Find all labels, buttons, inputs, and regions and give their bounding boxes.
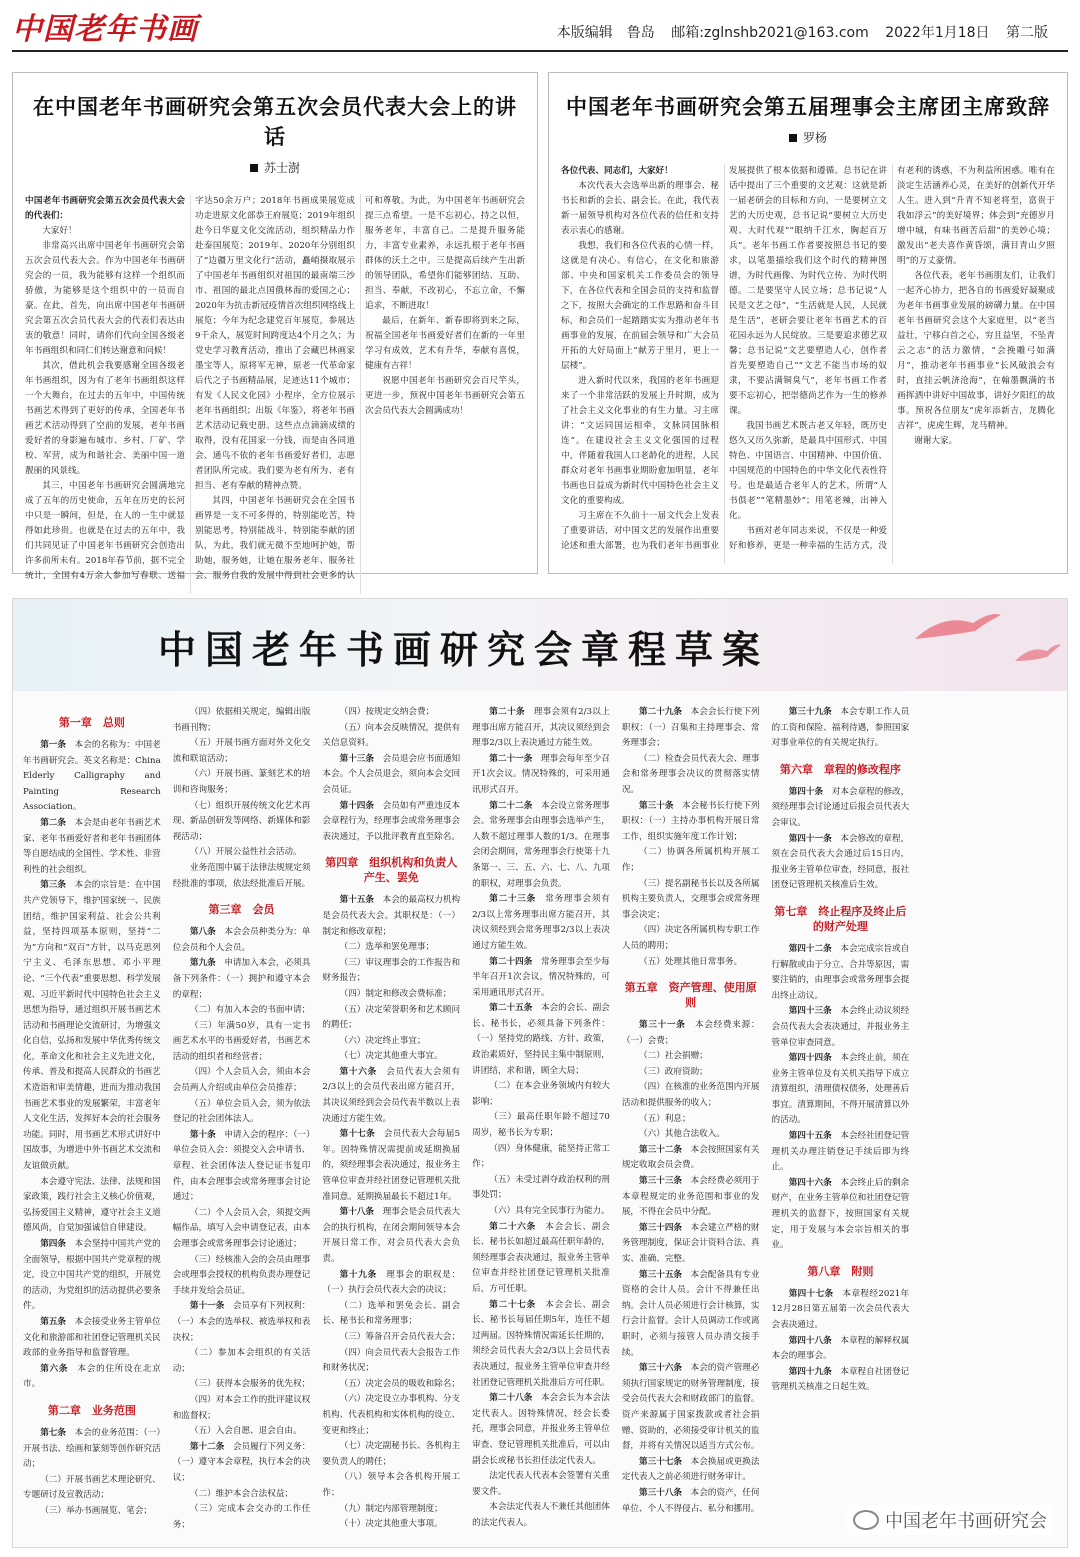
article-label: 第二十八条 [489, 1393, 533, 1404]
address-article [548, 72, 1068, 574]
article-text: 本会建立严格的财务管理制度，保证会计资料合法、真实、准确、完整。 [621, 1222, 760, 1264]
article-label: 第三十三条 [639, 1176, 683, 1187]
charter-article [322, 893, 460, 940]
charter-article [622, 1174, 760, 1221]
chapter-heading: 第一章 总则 [58, 716, 125, 729]
square-bullet-icon [250, 164, 258, 172]
article-label: 第三十条 [639, 800, 674, 811]
charter-clause: （八）开展公益性社会活动。 [189, 847, 302, 858]
charter-clause: （十）决定其他重大事项。 [339, 1519, 443, 1530]
charter-article [23, 878, 161, 1174]
charter-article [173, 956, 311, 1003]
charter-clause: （二）参加本会组织的有关活动； [172, 1348, 311, 1374]
article-text: 本会的会长、副会长、秘书长，必须具备下列条件：（一）坚持党的路线、方针、政策，政治素质好，坚持民主集中制原则，讲团结，求和谐，顾全大局； [472, 1003, 610, 1076]
article-text: 本会秘书长行使下列职权：（一）主持办事机构开展日常工作，组织实施年度工作计划； [621, 800, 760, 842]
article-text: 本会会长、副会长、秘书长如超过最高任职年龄的，须经理事会表决通过，报业务主管单位审查并经社团登记管理机关批准后，方可任职。 [472, 1221, 610, 1294]
charter-article [622, 1486, 760, 1517]
charter-clause: （六）具有完全民事行为能力。 [489, 1206, 610, 1216]
article-label: 第十条 [189, 1129, 216, 1140]
speech-article [12, 72, 538, 581]
article-text: 本会会长、副会长、秘书长每届任期5年，连任不超过两届。因特殊情况需延长任期的，须经会员代表大会2/3以上会员代表表决通过，报业务主管单位审查并经社团登记管理机关批准后方可任职。 [472, 1299, 610, 1388]
byline [561, 129, 1055, 146]
article-text: 常务理事会须有2/3以上常务理事出席方能召开，其决议须经到会常务理事2/3以上表决通过方能生效。 [472, 894, 610, 951]
article-label: 第三十四条 [639, 1222, 683, 1233]
article-text: 本会经费来源：（一）会费； [621, 1020, 760, 1046]
article-text: 本会坚持中国共产党的全面领导，根据中国共产党章程的规定，设立中国共产党的组织，开展党的活动，为党组织的活动提供必要条件。 [23, 1239, 161, 1312]
article-text: 本会的宗旨是：在中国共产党领导下，维护国家统一、民族团结，维护国家利益、社会公共利益，坚持四项基本原则，坚持“二为”方向和“双百”方针，以马克思列宁主义、毛泽东思想、邓小平理论、“三个代表”重要思想、科学发展观、习近平新时代中国特色社会主义思想为指导，通过组织开展书画艺术活动和书画理论交流研讨，为增强文化自信，弘扬和发展中华优秀传统文化，革命文化和社会主义先进文化，传承、普及和提高人民群众的书画艺术造诣和审美情趣，进而为推动我国书画艺术事业的发展繁荣，丰富老年人文化生活，发挥好本会的社会服务功能。同时，用书画艺术形式讲好中国故事，为增进中外书画艺术交流和友谊做贡献。 [23, 880, 161, 1172]
charter-clause: （五）开展书画方面对外文化交流和联谊活动； [172, 738, 311, 764]
chapter-heading: 第八章 附则 [807, 1264, 874, 1278]
charter-clause: （二）维护本会合法权益； [189, 1488, 294, 1499]
article-text: 会员代表大会每届5年。因特殊情况需提前或延期换届的，须经理事会表决通过，报业务主管单位审查并经社团登记管理机关批准同意。延期换届最长不超过1年。 [322, 1129, 461, 1202]
charter-clause: （五）单位会员入会，须为依法登记的社会团体法人。 [172, 1098, 311, 1125]
article-label: 第五条 [40, 1316, 67, 1327]
charter-article [472, 752, 610, 799]
charter-clause: （四）制定和修改会费标准； [339, 988, 452, 999]
article-text: 本会是由老年书画艺术家、老年书画爱好者和老年书画团体等自愿结成的全国性、学术性、非营利性的社会组织。 [23, 817, 161, 875]
chapter-heading: 第三章 会员 [208, 903, 275, 917]
charter-article [472, 799, 610, 893]
article-text: 本会经社团登记管理机关办理注销登记手续后即为终止。 [771, 1131, 910, 1173]
charter-clause: （七）决定副秘书长、各机构主要负责人的聘任； [322, 1441, 461, 1467]
charter-clause: （八）领导本会各机构开展工作； [322, 1472, 461, 1498]
bird-icon [913, 609, 1003, 649]
charter-article [173, 1128, 311, 1206]
watermark [847, 1505, 1053, 1535]
charter-clause: （五）处理其他日常事务。 [639, 956, 743, 967]
charter-article [23, 1315, 161, 1362]
charter-clause: （二）在本会业务领域内有较大影响； [472, 1081, 610, 1107]
charter-article [622, 799, 760, 846]
charter-article [622, 1455, 760, 1486]
issue-info [545, 22, 1048, 42]
paragraph: 非常高兴出席中国老年书画研究会第五次会员代表大会。作为中国老年书画研究会的一员，我为能够有这样一个组织而骄傲，为能够是这个组织中的一员而自豪。在此，首先，向出席中国老年书画研究会第五次会员代表大会的代表们表达由衷的敬意！同时，请你们代向全国各级老年书画组织和同仁们转达谢意和问候！ [25, 241, 185, 356]
article-body [25, 194, 525, 594]
article-text: 申请加入本会，必须具备下列条件：（一）拥护和遵守本会的章程； [172, 958, 311, 1000]
charter-article [622, 1221, 760, 1268]
paragraph: 我想，我们和各位代表的心情一样，这就是有决心、有信心，在文化和旅游部、中央和国家机关工作委员会的领导下，在各位代表和全国会员的支持和监督之下，按照大会确定的工作思路和奋斗目标，和会员们一起踏踏实实为推动老年书画事业的发展，在前届会领导和广大会员开拓的大好局面上“献芳于里月，更上一层楼”。 [561, 241, 719, 371]
charter-clause: （三）政府资助； [639, 1066, 708, 1077]
paragraph: 其次，借此机会我要感谢全国各级老年书画组织，因为有了老年书画组织这样一个大舞台，在过去的五年中，中国传统书画艺术得到了更好的传承，全国老年书画艺术活动得到了空前的发展，老年书画爱好者的身影遍布城市、乡村、厂矿、学校、军营，成为和谐社会、美丽中国一道靓丽的风景线。 [25, 361, 185, 476]
charter-clause: （三）完成本会交办的工作任务； [172, 1504, 311, 1530]
chapter-heading: 第二章 业务范围 [47, 1403, 136, 1417]
charter-article [472, 1220, 610, 1298]
charter-clause: （三）最高任职年龄不超过70周岁，秘书长为专职； [472, 1112, 610, 1139]
salutation: 各位代表、同志们，大家好！ [561, 166, 673, 176]
article-label: 第三十七条 [639, 1456, 683, 1467]
article-label: 第二十三条 [489, 894, 536, 905]
paragraph: 谢谢大家。 [914, 436, 958, 446]
newspaper-logo: 中国老年书画 [12, 12, 198, 47]
charter-clause: （五）利息； [639, 1113, 691, 1124]
article-label: 第三十一条 [639, 1020, 686, 1031]
article-label: 第二十九条 [639, 707, 683, 717]
charter-article [472, 955, 610, 1002]
charter-article [173, 1299, 311, 1346]
article-label: 第十六条 [339, 1066, 377, 1077]
article-text: 本会会长为本会法定代表人。因特殊情况，经会长委托，理事会同意，并报业务主管单位审查、登记管理机关批准后，可以由副会长或秘书长担任法定代表人。 [472, 1393, 610, 1466]
square-bullet-icon [789, 134, 797, 142]
salutation: 中国老年书画研究会第五次会员代表大会的代表们： [25, 196, 185, 221]
article-label: 第四十条 [788, 786, 824, 797]
charter-clause: （五）向本会反映情况，提供有关信息资料。 [322, 722, 461, 749]
article-text: 理事会须有2/3以上理事出席方能召开，其决议须经到会理事2/3以上表决通过方能生效。 [472, 707, 610, 749]
article-label: 第七条 [40, 1427, 67, 1438]
charter-article [772, 1129, 910, 1176]
charter-clause: （五）决定荣誉职务和艺术顾问的聘任； [322, 1004, 461, 1031]
charter-clause: （二）选举和罢免会长、副会长、秘书长和常务理事； [322, 1300, 461, 1327]
article-text: 会员享有下列权利：（一）本会的选举权、被选举权和表决权； [172, 1301, 311, 1343]
article-label: 第九条 [189, 958, 216, 969]
charter-clause: 本会法定代表人不兼任其他团体的法定代表人。 [472, 1502, 610, 1528]
chapter-heading: 第六章 章程的修改程序 [779, 762, 901, 776]
article-text: 申请入会的程序：（一）单位会员入会：须提交入会申请书、章程、社会团体法人登记证书复印件，由本会理事会或常务理事会讨论通过； [172, 1129, 311, 1203]
article-label: 第十四条 [339, 800, 375, 811]
charter-clause: （六）决定终止事宜； [339, 1035, 426, 1046]
article-text: 本会按照国家有关规定收取会员会费。 [621, 1144, 760, 1171]
article-label: 第三十八条 [639, 1487, 683, 1498]
article-text: 会员退会应书面通知本会。个人会员退会，须向本会交回会员证。 [322, 753, 461, 795]
charter-article [772, 1004, 910, 1051]
masthead [0, 0, 1080, 58]
issue-date: 2022年1月18日 [885, 25, 990, 41]
charter-clause: （二）开展书画艺术理论研究、专题研讨及宣教活动； [23, 1474, 161, 1501]
article-text: 本会修改的章程，须在会员代表大会通过后15日内，报业务主管单位审查，经同意，报社团登记管理机关核准后生效。 [771, 833, 910, 891]
editor-credit: 本版编辑 鲁岛 [556, 25, 655, 41]
article-text: 本会的资产管理必须执行国家规定的财务管理制度，接受会员代表大会和财政部门的监督。资产来源属于国家拨款或者社会捐赠、资助的，必须接受审计机关的监督，并将有关情况以适当方式公布。 [621, 1363, 760, 1452]
charter-article [322, 752, 460, 799]
charter-clause: （七）决定其他重大事宜。 [339, 1051, 443, 1062]
charter-clause: （四）对本会工作的批评建议权和监督权； [172, 1394, 311, 1421]
article-text: 本章程经2021年12月28日第五届第一次会员代表大会表决通过。 [771, 1288, 910, 1330]
article-label: 第四十九条 [788, 1366, 832, 1377]
article-label: 第四十六条 [788, 1177, 832, 1188]
article-title: 在中国老年书画研究会第五次会员代表大会上的讲话 [33, 94, 517, 149]
paragraph: 书画对老年同志来说，不仅是一种爱好和修养，更是一种幸福的生活方式，没有老利的诱惑，不为利益所困惑。唯有在淡定生活涵养心灵，在美好的创新代开华人生。进入到“升青不知老将至，富贵于我如浮云”的美好境界；体会到“充德岁月增中城，有味书画苦后甜”的美妙心境；激发出“老夫喜作黄昏颂，满目青山夕照明”的万丈豪情。 [729, 166, 1055, 551]
charter-article [772, 705, 910, 752]
article-label: 第三十九条 [788, 707, 832, 717]
charter-article [472, 892, 610, 954]
author-name: 罗杨 [802, 131, 827, 145]
charter-clause: （三）提名副秘书长以及各所属机构主要负责人，交理事会或常务理事会决定； [621, 878, 760, 920]
article-label: 第十一条 [189, 1301, 225, 1312]
charter-clause: （三）经核准入会的会员由理事会或理事会授权的机构负责办理登记手续并发给会员证。 [172, 1254, 311, 1296]
charter-article [23, 1362, 161, 1393]
charter-article [772, 1334, 910, 1365]
charter-clause: （四）在核准的业务范围内开展活动和提供服务的收入； [621, 1082, 760, 1109]
charter-article [23, 816, 161, 878]
article-text: 理事会每年至少召开1次会议。情况特殊的，可采用通讯形式召开。 [472, 753, 610, 795]
charter-banner [13, 599, 1067, 691]
charter-clause: （三）筹备召开会员代表大会； [339, 1331, 460, 1342]
article-text: 会员代表大会须有2/3以上的会员代表出席方能召开，其决议须经到会会员代表半数以上表决通过方能生效。 [322, 1066, 461, 1124]
article-label: 第四十五条 [788, 1131, 832, 1142]
chapter-heading: 第四章 组织机构和负责人产生、罢免 [325, 856, 458, 885]
article-label: 第三十五条 [639, 1269, 683, 1280]
article-label: 第十九条 [339, 1269, 377, 1280]
charter-clause: 本会遵守宪法、法律、法规和国家政策，践行社会主义核心价值观，弘扬爱国主义精神，遵守社会主义道德风尚，自觉加强诚信自律建设。 [23, 1176, 161, 1234]
charter-clause: （五）决定会员的吸收和除名； [339, 1378, 460, 1389]
charter-article [23, 1426, 161, 1473]
article-text: 理事会是会员代表大会的执行机构，在闭会期间领导本会开展日常工作，对会员代表大会负责。 [322, 1207, 461, 1264]
charter-clause: （四）依据相关规定，编辑出版书画刊物； [172, 707, 311, 733]
article-text: 本会的资产，任何单位、个人不得侵占、私分和挪用。 [621, 1487, 760, 1514]
author-name: 苏士澍 [263, 161, 300, 175]
article-text: 本会的最高权力机构是会员代表大会。其职权是：（一）制定和修改章程； [322, 895, 461, 937]
wechat-icon [853, 1510, 879, 1530]
article-label: 第三十六条 [639, 1363, 683, 1374]
charter-clause: （三）年满50岁，具有一定书画艺术水平的书画爱好者，书画艺术活动的组织者和经营者； [172, 1020, 311, 1062]
article-text: 本会设立常务理事会。常务理事会由理事会选举产生，人数不超过理事人数的1/3。在理事会闭会期间，常务理事会行使第十九条第一、三、五、六、七、八、九项的职权，对理事会负责。 [472, 800, 610, 889]
charter-clause: （二）社会捐赠； [639, 1051, 708, 1062]
article-label: 第二十一条 [489, 753, 533, 764]
article-label: 第四十二条 [788, 943, 832, 954]
article-label: 第四十三条 [788, 1006, 832, 1017]
charter-article [622, 1361, 760, 1455]
article-text: 本会的住所设在北京市。 [23, 1363, 161, 1390]
charter-clause: （四）决定各所属机构专职工作人员的聘用； [621, 925, 760, 951]
charter-clause: （五）未受过剥夺政治权利的刑事处罚； [472, 1174, 610, 1201]
contact-email[interactable]: 邮箱:zglnshb2021@163.com [671, 25, 869, 41]
charter-clause: （三）获得本会服务的优先权； [189, 1379, 311, 1390]
charter-article [173, 1440, 311, 1487]
article-label: 第十三条 [339, 753, 375, 764]
paragraph: 祝愿中国老年书画研究会百尺竿头，更进一步，预祝中国老年书画研究会第五次会员代表大会圆满成功！ [365, 376, 525, 416]
charter-clause: 业务范围中属于法律法规规定须经批准的事项，依法经批准后开展。 [172, 862, 311, 889]
charter-article [772, 832, 910, 894]
article-label: 第十八条 [339, 1207, 375, 1218]
article-label: 第十二条 [189, 1441, 225, 1452]
charter-clause: （九）制定内部管理制度； [339, 1503, 443, 1514]
article-text: 本会的名称为：中国老年书画研究会。英文名称是：China Elderly Calligraphy and Painting Research Association。 [23, 740, 161, 813]
article-label: 第四十四条 [788, 1053, 832, 1064]
article-label: 第三十二条 [639, 1144, 683, 1155]
article-label: 第一条 [40, 740, 67, 750]
charter-article [23, 738, 161, 816]
article-text: 常务理事会至少每半年召开1次会议，情况特殊的，可采用通讯形式召开。 [472, 956, 610, 998]
charter-article [772, 1051, 910, 1129]
article-label: 第二十七条 [489, 1299, 536, 1310]
article-text: 本会会员种类分为：单位会员和个人会员。 [172, 927, 311, 953]
charter-article [772, 1287, 910, 1334]
article-label: 第二十二条 [489, 800, 533, 811]
charter-clause: （四）个人会员入会，须由本会会员两人介绍或由单位会员推荐； [172, 1067, 311, 1094]
charter-article [472, 1001, 610, 1079]
charter-clause: （四）按规定交纳会费； [339, 707, 435, 717]
article-label: 第三条 [40, 880, 67, 891]
article-text: 本会会长行使下列职权：（一）召集和主持理事会、常务理事会； [621, 707, 760, 749]
chapter-heading: 第七章 终止程序及终止后的财产处理 [774, 904, 907, 933]
article-text: 本会换届或更换法定代表人之前必须进行财务审计。 [621, 1456, 760, 1483]
charter-article [472, 1391, 610, 1469]
article-text: 本会终止后的剩余财产，在业务主管单位和社团登记管理机关的监督下，按照国家有关规定，用于发展与本会宗旨相关的事业。 [771, 1177, 910, 1251]
article-text: 本会经费必须用于本章程规定的业务范围和事业的发展，不得在会员中分配。 [621, 1176, 760, 1218]
article-text: 本会专职工作人员的工资和保险、福利待遇，参照国家对事业单位的有关规定执行。 [771, 707, 910, 749]
charter-clause: （二）有加入本会的书面申请； [189, 1005, 311, 1016]
paragraph: 其三，中国老年书画研究会圆满地完成了五年的历史使命，五年在历史的长河中只是一瞬间，但是，在人的一生中就显得如此珍贵。也就是在过去的五年中，我们共同见证了中国老年书画研究会创造出许多前所未有。2018年春节前，据不完全统计，全国有4万余人参加写春联、送福字达50余万户；2018年书画成果展览成功走进原文化部恭王府展览；2019年组织赴今日华夏文化交流活动，组织精品力作赴泰国展览；2019年、2020年分别组织了“边疆万里文化行”活动，矗峭摄取展示了中国老年书画组织对祖国的最南端三沙市、祖国的最北点国俄林海的爱国之心；2020年为抗击新冠疫情首次组织网络线上展览；今年为纪念建党百年展览，参展达9千余人，展览时间跨度达4个月之久；为党史学习教育活动，推出了会藏巴林画家墨宝等人，原将军无神，原老一代革命家后代之子书画精品展，足迹达11个城市；有发《人民文化园》小程序，全方位展示老年书画组织；出版《年鉴》，将老年书画艺术活动记载史册。这些点点滴滴成绩的取得，没有花国家一分钱，而是由各同道会、通鸟不依的老年书画爱好者们，志愿者团队所完成。我们要为老有所为、老有担当、老有奉献的精神点赞。 [25, 196, 355, 581]
article-label: 第二条 [40, 817, 67, 828]
watermark-text: 中国老年书画研究会 [885, 1511, 1047, 1532]
article-text: 会员履行下列义务：（一）遵守本会章程，执行本会的决议； [172, 1441, 311, 1483]
charter-clause: （三）审议理事会的工作报告和财务报告； [322, 957, 461, 984]
charter-clause: （五）入会自愿、退会自由。 [189, 1426, 302, 1437]
charter-body [23, 705, 1059, 1539]
article-label: 第四条 [40, 1239, 67, 1249]
charter-clause: （七）组织开展传统文化艺术再现、新品创研发等网络、新媒体和影视活动； [172, 800, 311, 842]
charter-article [173, 925, 311, 956]
article-text: 本章程的解释权属本会的理事会。 [771, 1335, 910, 1362]
article-text: 本会接受业务主管单位文化和旅游部和社团登记管理机关民政部的业务指导和监督管理。 [23, 1316, 161, 1359]
charter-article [23, 1237, 161, 1315]
charter-clause: （二）选举和罢免理事； [339, 942, 435, 953]
article-title: 中国老年书画研究会第五届理事会主席团主席致辞 [566, 94, 1050, 119]
article-text: 本会配备具有专业资格的会计人员。会计不得兼任出纳。会计人员必须进行会计核算，实行会计监督。会计人员调动工作或离职时，必须与接管人员办清交接手续。 [621, 1269, 760, 1358]
paragraph: 其四，中国老年书画研究会在全国书画界是一支不可多得的，特别能吃苦，特别能思考，特别能战斗，特别能奉献的团队，为此，我们就无微不至地呵护她，帮助她，服务她，让她在服务老年、服务社会、服务自我的发展中得到社会更多的认可和尊敬。为此，为中国老年书画研究会提三点希望。一是不忘初心，持之以恒，服务老年，丰富自己。二是提升服务能力，丰富专业素养，永远扎根于老年书画群体的沃土之中。三是提高后续产生出新的领导团队，希望你们能够团结、互助、担当、奉献，不改初心，不忘立命，不懈追求，不断进取！ [195, 196, 525, 581]
byline [25, 159, 525, 176]
article-label: 第四十一条 [788, 833, 832, 844]
charter-clause: （六）其他合法收入。 [639, 1129, 725, 1140]
chapter-heading: 第五章 资产管理、使用原则 [624, 981, 757, 1010]
charter-clause: （三）举办书画展览、笔会； [40, 1505, 152, 1516]
article-label: 第四十八条 [788, 1335, 832, 1346]
article-label: 第四十七条 [788, 1288, 834, 1299]
paragraph: 本次代表大会选举出新的理事会、秘书长和新的会长、副会长。在此，我代表新一届领导机构对各位代表的信任和支持表示衷心的感谢。 [561, 181, 719, 236]
charter-article [472, 1298, 610, 1392]
charter-article [322, 1127, 460, 1205]
article-label: 第十五条 [339, 895, 375, 906]
charter-clause: （四）身体健康，能坚持正常工作； [472, 1143, 610, 1170]
charter-clause: （六）开展书画、篆刻艺术的培训和咨询服务； [172, 769, 311, 795]
paragraph: 大家好！ [42, 226, 77, 236]
charter-article [772, 942, 910, 1004]
article-text: 会员如有严重违反本会章程行为，经理事会或常务理事会表决通过，予以批评教育直至除名。 [322, 800, 461, 842]
charter-section [12, 598, 1068, 1548]
paragraph: 各位代表，老年书画朋友们，让我们一起齐心协力，把各自的书画爱好凝聚成为老年书画事业发展的磅礴力量。在中国老年书画研究会这个大家庭里，以“老当益壮，宁移白首之心，穷且益坚，不坠青云之志”的活力激情，“会挽雕弓如满月”，推动老年书画事业“长风破浪会有时，直挂云帆济沧海”，在翰墨飘满的书画挥洒中讲好中国故事，讲好夕阳红的故事。预祝各位朋友“虎年添新吉，龙腾化吉祥”，虎虎生辉，龙马精神。 [897, 271, 1055, 431]
charter-clause: （六）决定设立办事机构、分支机构、代表机构和实体机构的设立、变更和终止； [322, 1394, 461, 1436]
article-body [561, 164, 1055, 564]
charter-article [322, 1065, 460, 1127]
charter-clause: （二）检查会员代表大会、理事会和常务理事会决议的贯彻落实情况。 [621, 753, 760, 795]
paragraph: 进入新时代以来，我国的老年书画迎来了一个非常活跃的发展上升时期，成为了社会主义文化事业的有生力量。习主席讲：“文运同国运相牵，文脉同国脉相连”。在建设社会主义文化强国的过程中，伴随着我国人口老龄化的进程，人民群众对老年书画事业期盼愈加明显，老年书画也日益成为新时代中国特色社会主义文化的重要构成。 [561, 376, 719, 506]
article-label: 第二十四条 [489, 956, 533, 967]
charter-article [622, 1268, 760, 1362]
paragraph: 我国书画艺术既古老又年轻，既历史悠久又历久弥新，是最具中国形式、中国特色、中国语言、中国精神、中国价值、中国规范的中国特色的中华文化代表性符号。也是最适合老年人的艺术，所谓“人书俱老”“笔精墨妙”；用笔老辣，出神入化。 [729, 421, 887, 521]
charter-article [322, 1268, 460, 1299]
article-text: 对本会章程的修改，须经理事会讨论通过后报会员代表大会审议。 [771, 786, 910, 828]
charter-title: 中国老年书画研究会章程草案 [158, 627, 770, 672]
article-label: 第二十五条 [489, 1003, 533, 1014]
masthead-divider [12, 50, 1068, 52]
charter-article [772, 1176, 910, 1254]
article-label: 第十七条 [339, 1129, 375, 1140]
article-text: 本章程自社团登记管理机关核准之日起生效。 [771, 1366, 910, 1393]
charter-article [772, 785, 910, 832]
edition-number: 第二版 [1006, 25, 1048, 41]
article-text: 本会的业务范围：（一）开展书法、绘画和篆刻等创作研究活动； [23, 1427, 161, 1470]
charter-article [322, 1205, 460, 1267]
charter-article [472, 705, 610, 752]
bird-icon [1013, 641, 1063, 667]
charter-article [622, 1143, 760, 1174]
article-label: 第六条 [40, 1363, 69, 1374]
charter-clause: （二）协调各所属机构开展工作； [621, 847, 760, 873]
charter-clause: 法定代表人代表本会签署有关重要文件。 [472, 1471, 610, 1497]
charter-clause: （二）个人会员入会，须提交两幅作品，填写入会申请登记表，由本会理事会或常务理事会讨论通过； [172, 1207, 311, 1249]
article-text: 本会完成宗旨或自行解散或由于分立、合并等原因，需要注销的，由理事会或常务理事会提出终止动议。 [771, 943, 910, 1001]
paragraph: 最后，在新年、新春即将到来之际，祝福全国老年书画爱好者们在新的一年里学习有成效，艺术有升华，奉献有喜悦，健康有吉祥！ [365, 316, 525, 371]
charter-article [322, 799, 460, 846]
article-label: 第八条 [189, 927, 216, 938]
charter-article [772, 1365, 910, 1396]
charter-clause: （四）向会员代表大会报告工作和财务状况； [322, 1347, 461, 1374]
article-text: 理事会的职权是：（一）执行会员代表大会的决议； [322, 1269, 461, 1296]
charter-article [622, 1018, 760, 1049]
paragraph: 习主席在不久前十一届文代会上发表了重要讲话，对中国文艺的发展作出重要论述和重大部署，也为我们老年书画事业发展提供了根本依据和遵循。总书记在讲话中提出了三个重要的文艺观：这就是新一届老研会的目标和方向，一是要树立文艺的大历史观，总书记说“要树立大历史观、大时代观”“眼纳千江水，胸起百万兵”。老年书画工作者要按照总书记的要求，以笔墨描绘我们这个时代的精神图谱，为时代画像、为时代立传、为时代明德。二是要坚守人民立场；总书记说“人民是文艺之母”，“生活就是人民，人民就是生活”，老研会要让老年书画艺术的百花园永远为人民绽放。三是要追求德艺双馨；总书记说“文艺要塑造人心，创作者首先要塑造自己”“文艺不能当市场的奴隶，不要沾满铜臭气”，老年书画工作者要不忘初心，把崇德尚艺作为一生的修养课。 [561, 166, 887, 551]
article-label: 第二十六条 [489, 1221, 536, 1232]
article-text: 本会终止前，须在业务主管单位及有关机关指导下成立清算组织，清理债权债务，处理善后事宜。清算期间，不得开展清算以外的活动。 [771, 1053, 910, 1126]
article-text: 本会终止动议须经会员代表大会表决通过，并报业务主管单位审查同意。 [771, 1006, 910, 1048]
article-label: 第二十条 [489, 707, 525, 717]
charter-article [622, 705, 760, 752]
